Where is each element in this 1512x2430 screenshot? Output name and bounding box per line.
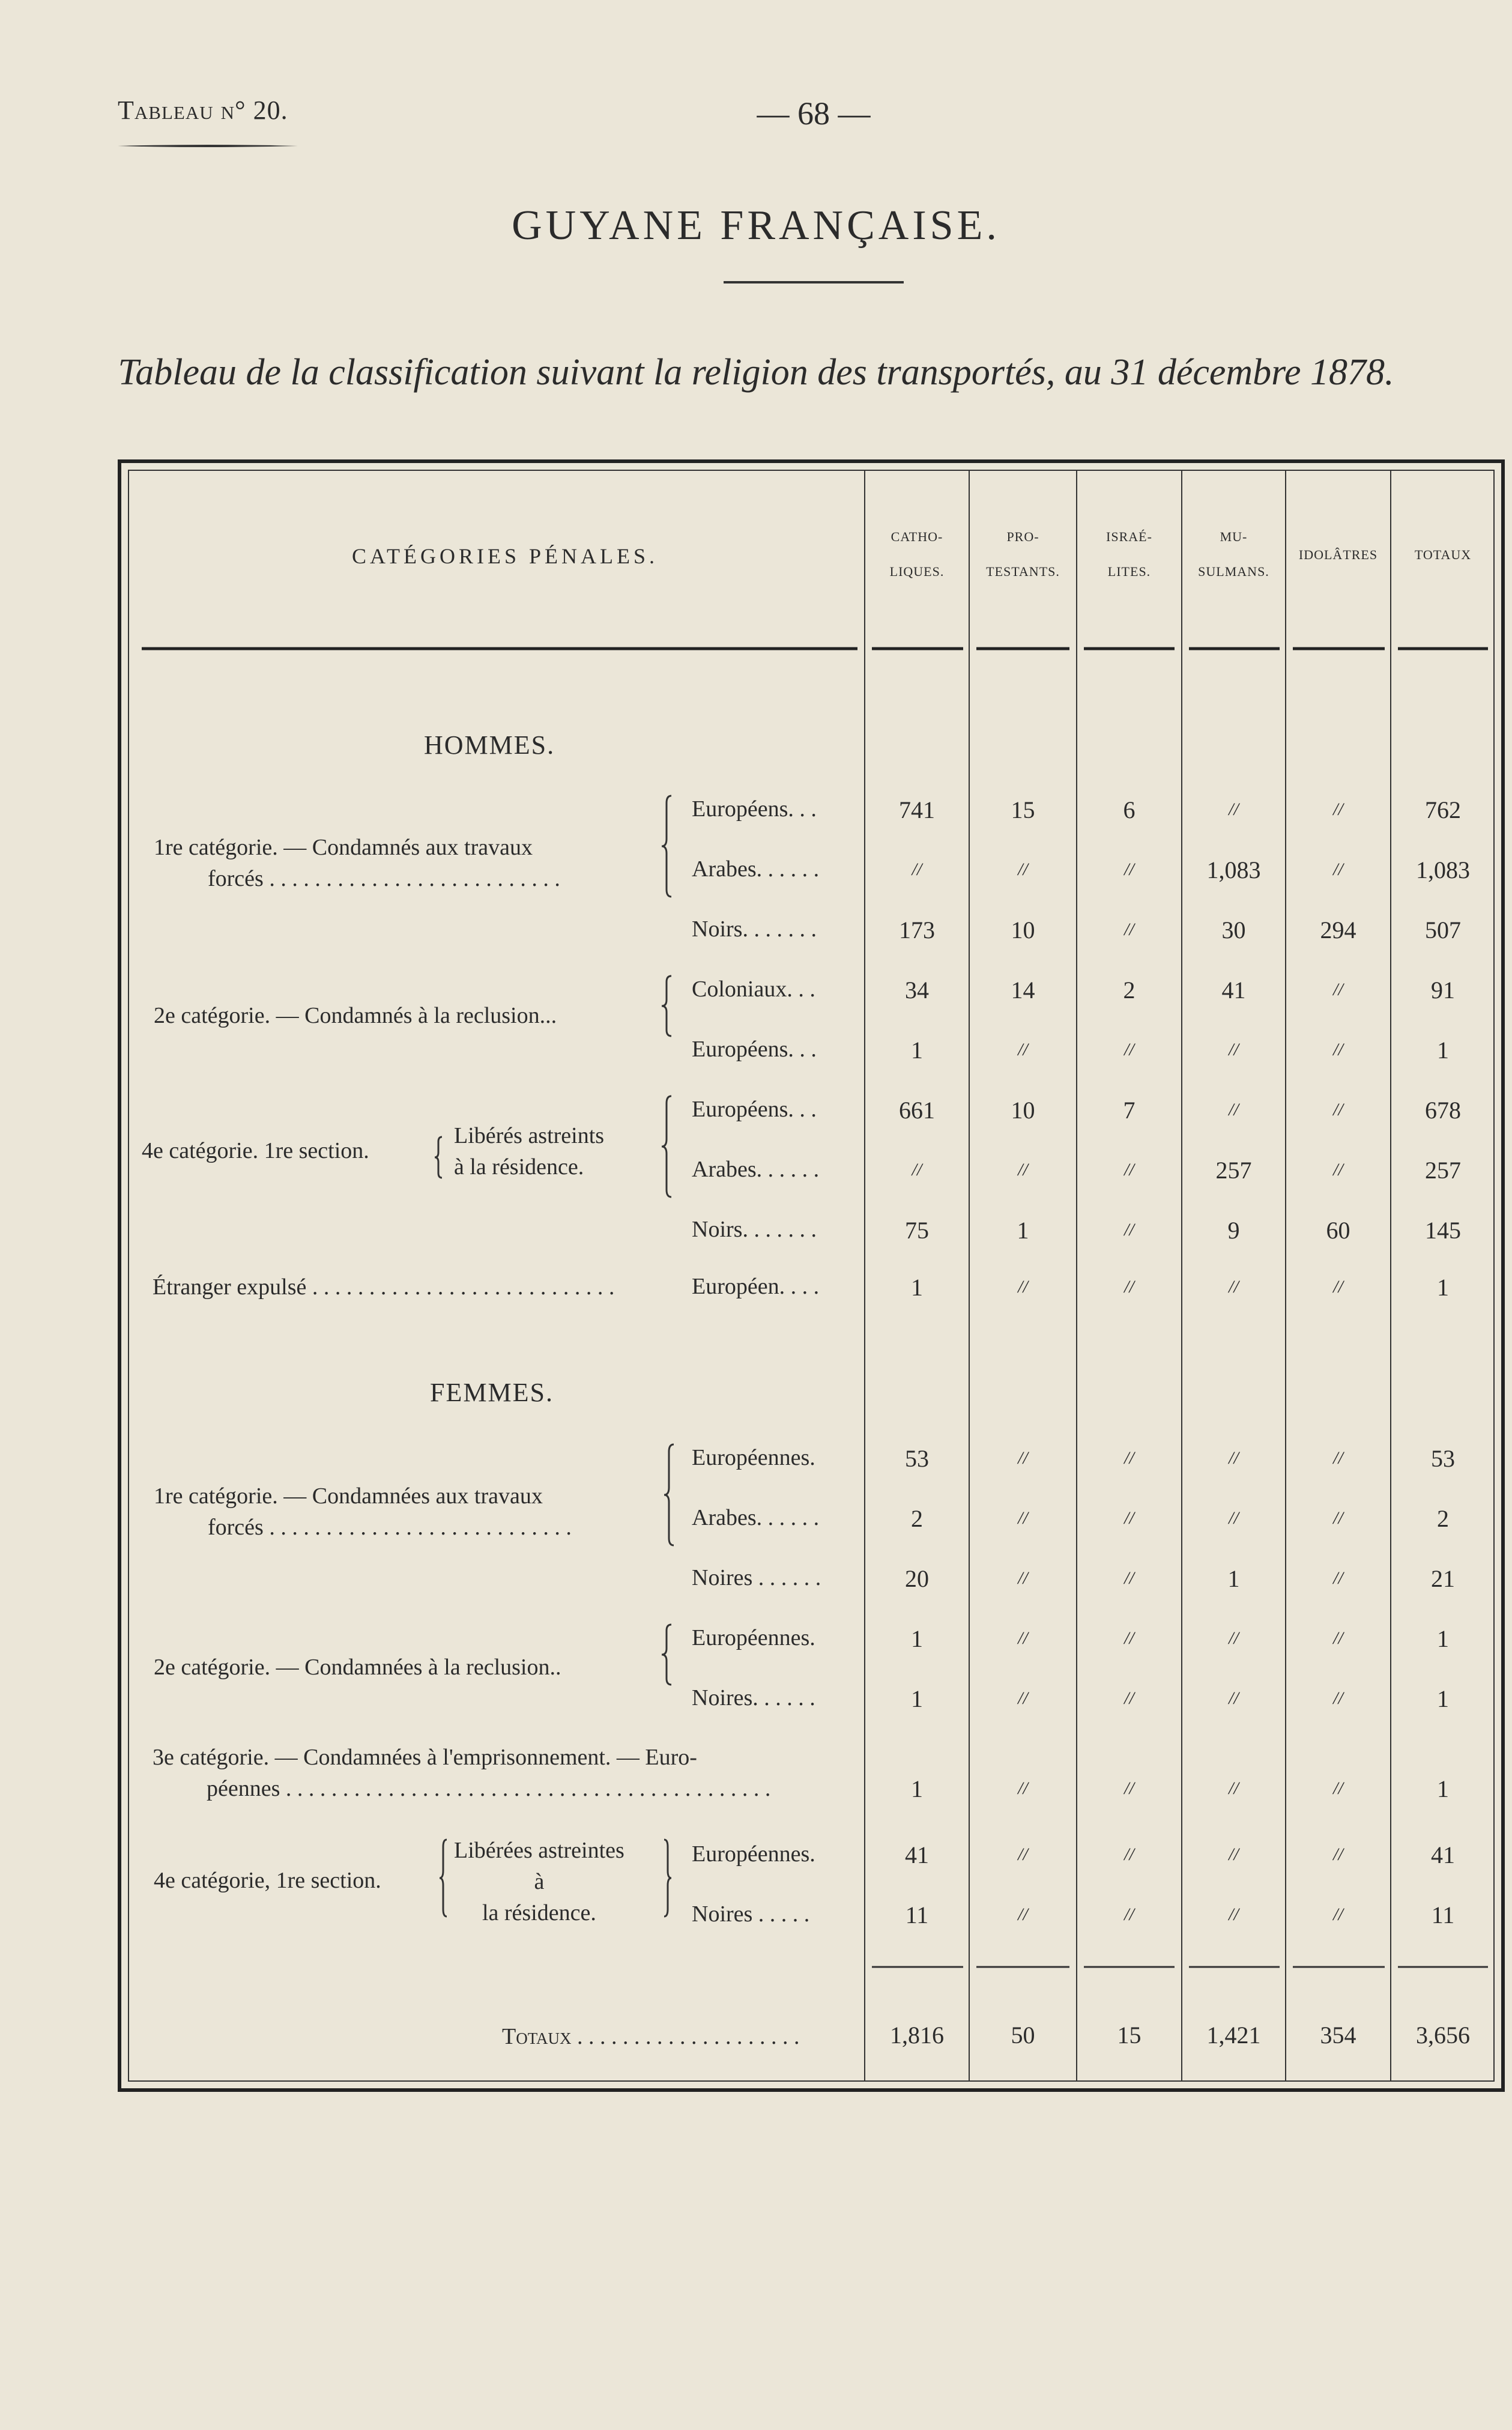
table-cell: //: [1124, 1040, 1134, 1059]
table-cell: 173: [899, 917, 935, 944]
table-cell: //: [1124, 1688, 1134, 1708]
table-cell: //: [1124, 1628, 1134, 1648]
table-cell: 53: [905, 1445, 929, 1472]
table-cell: 294: [1320, 917, 1356, 944]
table-cell: 1: [1437, 1274, 1449, 1301]
category-column-header: CATÉGORIES PÉNALES.: [352, 544, 659, 568]
row-label: Noires . . . . .: [692, 1901, 810, 1927]
table-cell: //: [1333, 1844, 1343, 1864]
table-cell: //: [1124, 1448, 1134, 1468]
table-cell: 6: [1123, 796, 1136, 823]
table-cell: //: [1333, 1904, 1343, 1924]
table-cell: //: [1333, 1040, 1343, 1059]
table-cell: 2: [1123, 977, 1136, 1004]
table-cell: //: [1229, 1844, 1239, 1864]
table-cell: 1,083: [1416, 856, 1470, 883]
table-cell: //: [1018, 1568, 1028, 1588]
row-label: Noirs. . . . . . .: [692, 917, 817, 942]
table-cell: 1: [1437, 1625, 1449, 1652]
col-header-protestants: PRO- TESTANTS.: [986, 529, 1060, 579]
table-cell: 1: [1437, 1685, 1449, 1712]
table-cell: //: [1124, 1568, 1134, 1588]
table-cell: 257: [1215, 1157, 1252, 1184]
table-cell: //: [1333, 980, 1343, 999]
table-cell: 20: [905, 1565, 929, 1592]
table-cell: 30: [1221, 917, 1246, 944]
table-cell: 7: [1123, 1097, 1136, 1124]
category-f2: 2e catégorie. — Condamnées à la reclusion..: [154, 1655, 561, 1680]
category-h1: 1re catégorie. — Condamnés aux travaux forcés . . . . . . . . . . . . . . . . . . . . . . . . . .: [154, 835, 560, 891]
section-hommes: HOMMES.: [424, 730, 555, 760]
table-cell: //: [1018, 1844, 1028, 1864]
table-cell: //: [1229, 1040, 1239, 1059]
table-cell: //: [1229, 1688, 1239, 1708]
row-label: Noirs. . . . . . .: [692, 1217, 817, 1242]
table-cell: //: [1124, 1904, 1134, 1924]
table-cell: //: [1229, 1100, 1239, 1120]
row-label: Européennes.: [692, 1841, 815, 1867]
table-cell: 678: [1425, 1097, 1461, 1124]
table-cell: //: [1124, 859, 1134, 879]
table-cell: 11: [905, 1901, 929, 1929]
category-f4-detail: Libérées astreintes à la résidence.: [454, 1838, 624, 1926]
row-label: Européens. . .: [692, 1037, 817, 1062]
table-cell: //: [1018, 1628, 1028, 1648]
table-cell: //: [1018, 859, 1028, 879]
table-cell: //: [1018, 1904, 1028, 1924]
col-header-totaux: TOTAUX: [1414, 547, 1472, 562]
table-cell: 2: [1437, 1505, 1449, 1532]
table-cell: //: [1333, 1448, 1343, 1468]
col-header-idolatres: IDOLÂTRES: [1298, 547, 1378, 562]
table-cell: 507: [1425, 917, 1461, 944]
table-cell: //: [1124, 1844, 1134, 1864]
total-cell: 354: [1320, 2022, 1356, 2049]
table-cell: //: [1333, 1568, 1343, 1588]
total-cell: 1,816: [890, 2022, 944, 2049]
row-label: Noires. . . . . .: [692, 1685, 815, 1710]
table-cell: 1: [911, 1037, 923, 1064]
table-cell: 10: [1011, 1097, 1035, 1124]
page-title: GUYANE FRANÇAISE.: [512, 202, 1000, 249]
table-cell: //: [1229, 1448, 1239, 1468]
total-cell: 50: [1011, 2022, 1035, 2049]
table-cell: //: [1229, 1904, 1239, 1924]
table-cell: //: [1333, 1778, 1343, 1798]
row-label: Européennes.: [692, 1445, 815, 1470]
table-cell: //: [1018, 1778, 1028, 1798]
table-cell: //: [1229, 1778, 1239, 1798]
table-cell: 14: [1011, 977, 1035, 1004]
table-cell: 15: [1011, 796, 1035, 823]
table-cell: 21: [1431, 1565, 1455, 1592]
table-cell: 53: [1431, 1445, 1455, 1472]
table-cell: //: [1124, 1220, 1134, 1240]
category-etranger: Étranger expulsé . . . . . . . . . . . . . . . . . . . . . . . . . . .: [153, 1274, 615, 1300]
row-label: Européens. . .: [692, 1097, 817, 1122]
table-cell: //: [1018, 1508, 1028, 1528]
table-cell: 2: [911, 1505, 923, 1532]
table-cell: //: [1229, 1628, 1239, 1648]
row-label: Européens. . .: [692, 796, 817, 822]
table-cell: 661: [899, 1097, 935, 1124]
category-f1: 1re catégorie. — Condamnées aux travaux forcés . . . . . . . . . . . . . . . . . . . . . . . . . . .: [154, 1483, 572, 1540]
table-cell: //: [1333, 1688, 1343, 1708]
table-cell: 1: [1437, 1775, 1449, 1802]
col-header-israelites: ISRAÉ- LITES.: [1106, 529, 1152, 579]
table-cell: //: [1333, 799, 1343, 819]
table-cell: //: [1124, 1160, 1134, 1180]
table-cell: //: [1333, 1100, 1343, 1120]
category-h4-prefix: 4e catégorie. 1re section.: [142, 1138, 369, 1163]
tableau-label: Tableau n° 20.: [118, 95, 288, 125]
table-cell: 41: [905, 1841, 929, 1868]
table-cell: 1: [911, 1274, 923, 1301]
table-cell: 91: [1431, 977, 1455, 1004]
table-cell: 41: [1221, 977, 1246, 1004]
table-cell: //: [1018, 1160, 1028, 1180]
total-cell: 1,421: [1206, 2022, 1261, 2049]
category-f3: 3e catégorie. — Condamnées à l'emprisonnement. — Euro- péennes . . . . . . . . . . . . . . . . . . . . . . . . . . . . . . . . . . . . . . . . . . .: [153, 1745, 771, 1801]
table-cell: //: [1018, 1688, 1028, 1708]
col-header-catholiques: CATHO- LIQUES.: [889, 529, 945, 579]
table-cell: 60: [1326, 1217, 1350, 1244]
table-cell: //: [1333, 1160, 1343, 1180]
table-cell: 34: [905, 977, 929, 1004]
row-label: Arabes. . . . . .: [692, 1505, 820, 1530]
table-cell: //: [1333, 859, 1343, 879]
table-cell: //: [1229, 1508, 1239, 1528]
table-cell: //: [912, 859, 922, 879]
table-cell: 1,083: [1206, 856, 1261, 883]
table-cell: //: [1229, 1277, 1239, 1297]
table-cell: //: [1124, 920, 1134, 939]
row-label: Européennes.: [692, 1625, 815, 1650]
table-cell: //: [1124, 1277, 1134, 1297]
table-cell: //: [1018, 1448, 1028, 1468]
table-cell: //: [1333, 1508, 1343, 1528]
category-f4-prefix: 4e catégorie, 1re section.: [154, 1868, 381, 1893]
table-cell: 1: [911, 1685, 923, 1712]
table-cell: 1: [911, 1775, 923, 1802]
title-divider: [724, 281, 904, 283]
table-cell: 11: [1431, 1901, 1455, 1929]
page-number: — 68 —: [757, 95, 871, 132]
table-cell: 762: [1425, 796, 1461, 823]
table-cell: //: [1124, 1778, 1134, 1798]
table-cell: 1: [1227, 1565, 1240, 1592]
total-cell: 15: [1117, 2022, 1142, 2049]
category-h4-detail: Libérés astreints à la résidence.: [454, 1123, 605, 1180]
table-cell: 10: [1011, 917, 1035, 944]
row-label: Arabes. . . . . .: [692, 1157, 820, 1182]
table-cell: 145: [1425, 1217, 1461, 1244]
table-cell: 1: [911, 1625, 923, 1652]
table-cell: 41: [1431, 1841, 1455, 1868]
table-cell: 1: [1017, 1217, 1029, 1244]
row-label: Arabes. . . . . .: [692, 856, 820, 882]
table-cell: //: [1333, 1628, 1343, 1648]
row-label: Européen. . . .: [692, 1274, 820, 1299]
section-femmes: FEMMES.: [430, 1378, 554, 1407]
table-cell: 9: [1227, 1217, 1240, 1244]
row-label: Coloniaux. . .: [692, 977, 815, 1002]
table-caption: Tableau de la classification suivant la religion des transportés, au 31 décembre 1878.: [118, 352, 1394, 393]
religion-table: [118, 459, 1505, 2092]
table-cell: 257: [1425, 1157, 1461, 1184]
table-cell: //: [1333, 1277, 1343, 1297]
col-header-musulmans: MU- SULMANS.: [1198, 529, 1269, 579]
row-label: Noires . . . . . .: [692, 1565, 821, 1590]
total-cell: 3,656: [1416, 2022, 1470, 2049]
decorative-rule: [118, 144, 298, 148]
totals-label: Totaux . . . . . . . . . . . . . . . . . . . .: [502, 2024, 800, 2049]
table-cell: 75: [905, 1217, 929, 1244]
table-cell: //: [1018, 1040, 1028, 1059]
table-cell: //: [1229, 799, 1239, 819]
category-h2: 2e catégorie. — Condamnés à la reclusion...: [154, 1003, 557, 1028]
table-cell: 741: [899, 796, 935, 823]
table-cell: 1: [1437, 1037, 1449, 1064]
table-cell: //: [1124, 1508, 1134, 1528]
table-cell: //: [912, 1160, 922, 1180]
table-cell: //: [1018, 1277, 1028, 1297]
